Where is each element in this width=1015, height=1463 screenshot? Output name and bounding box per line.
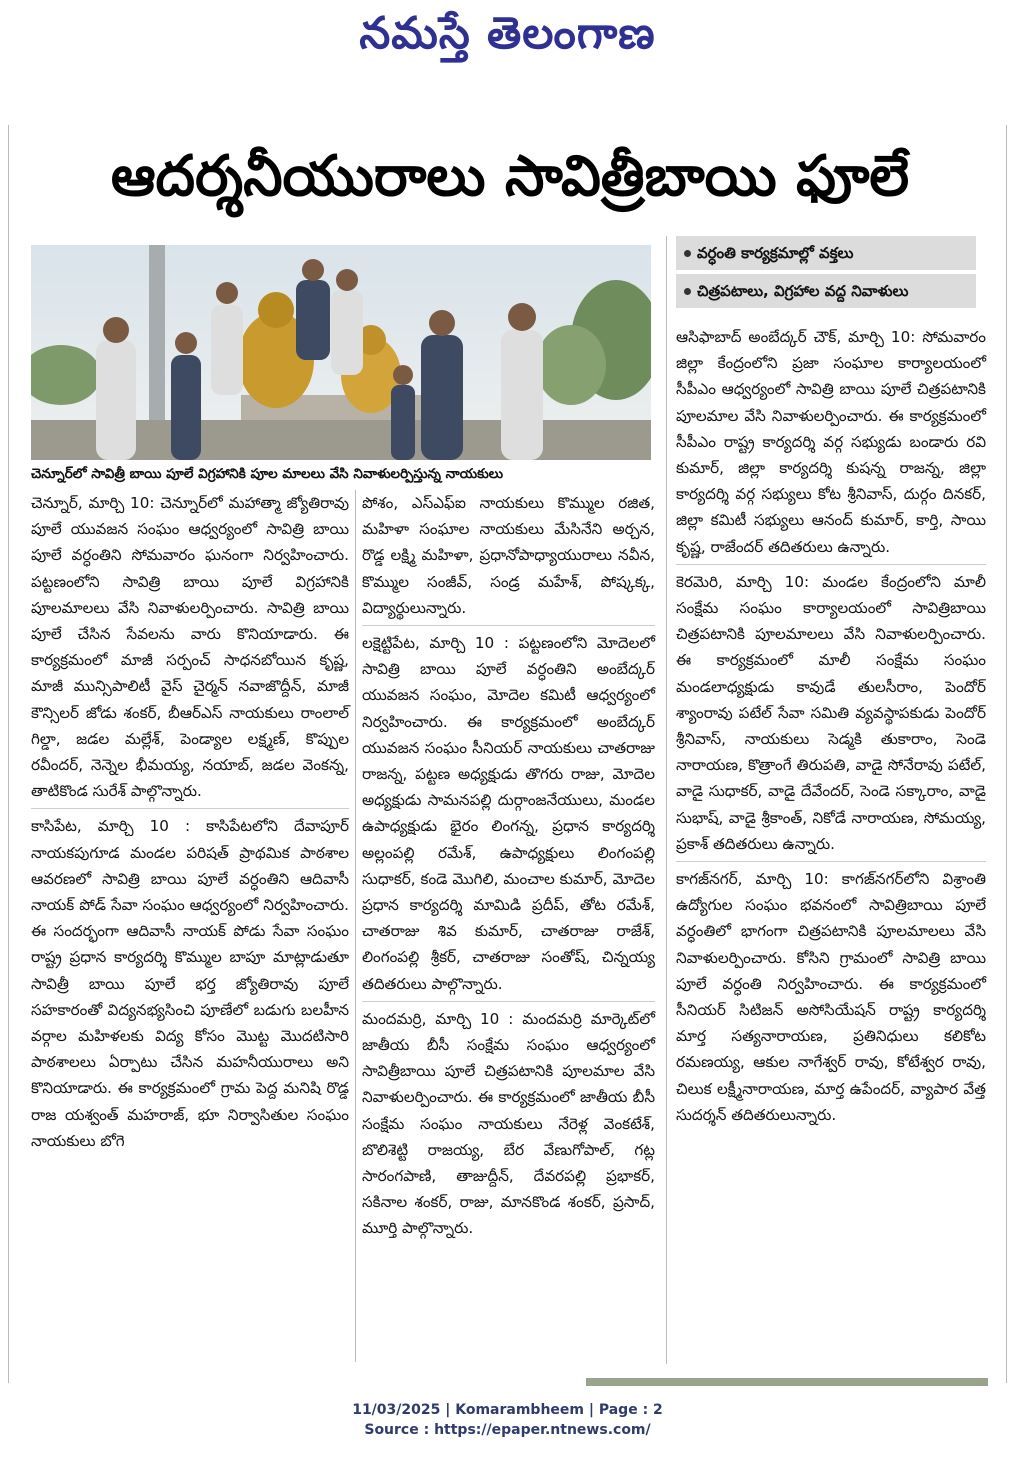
highlight-text: చిత్రపటాలు, విగ్రహాల వద్ద నివాళులు bbox=[697, 282, 909, 300]
article-column-3 bbox=[676, 324, 986, 1370]
article-paragraph: ఆసిఫాబాద్ అంబేద్కర్ చౌక్, మార్చి 10: సోమవారం జిల్లా కేంద్రంలోని ప్రజా సంఘాల కార్యాలయంలో సీపీఎం ఆధ్వర్యంలో సావిత్రి బాయి పూలే చిత్రపటానికి పూలమాల వేసి నివాళులర్పించారు. ఈ కార్యక్రమంలో సీపీఎం రాష్ట్ర కార్యదర్శి వర్గ సభ్యుడు బండారు రవి కుమార్, జిల్లా కార్యదర్శి కుషన్న రాజన్న, జిల్లా కార్యదర్శి వర్గ సభ్యులు కోట శ్రీనివాస్, దుర్గం దినకర్, జిల్లా కమిటీ సభ్యులు ఆనంద్ కుమార్, కార్తి, సాయి కృష్ణ, రాజేందర్ తదితరులు ఉన్నారు. bbox=[676, 328, 986, 556]
article-paragraph: కెరమెరి, మార్చి 10: మండల కేంద్రంలోని మాలీ సంక్షేమ సంఘం కార్యాలయంలో సావిత్రిబాయి చిత్రపటానికి పూలమాలలు వేసి నివాళులర్పించారు. ఈ కార్యక్రమంలో మాలీ సంక్షేమ సంఘం మండలాధ్యక్షుడు కావుడే తులసీరాం, పెందోర్ శ్యాంరావు పటేల్ సేవా సమితి వ్యవస్థాపకుడు పెందోర్ శ్రీనివాస్, నాయకులు సెడ్మకి తుకారాం, సెండె నారాయణ, కొత్రాంగే తిరుపతి, వాడై సోనేరావు పటేల్, వాడై సుధాకర్, వాడై దేవేందర్, సెండె సక్కారాం, వాడై సుభాష్, వాడై శ్రీకాంత్, నికోడే నారాయణ, సోమయ్య, ప్రకాశ్ తదితరులు ఉన్నారు. bbox=[676, 564, 986, 857]
article-paragraph: కాగజ్‌నగర్, మార్చి 10: కాగజ్‌నగర్‌లోని విశ్రాంతి ఉద్యోగుల సంఘం భవనంలో సావిత్రిబాయి పూలే వర్ధంతిలో భాగంగా చిత్రపటానికి పూలమాలలు వేసి నివాళులర్పించారు. కోసిని గ్రామంలో సావిత్రి బాయి పూలే వర్ధంతి నిర్వహించారు. ఈ కార్యక్రమంలో సీనియర్ సిటిజన్ అసోసియేషన్ రాష్ట్ర కార్యదర్శి మార్త సత్యనారాయణ, ప్రతినిధులు కలికోట రమణయ్య, ఆకుల నాగేశ్వర్ రావు, కోటేశ్వర రావు, చిలుక లక్ష్మీనారాయణ, మార్త ఉపేందర్, వ్యాపార వేత్త సుదర్శన్ తదితరులున్నారు. bbox=[676, 861, 986, 1128]
article-column-2 bbox=[362, 490, 655, 1370]
photo-caption: చెన్నూర్‌లో సావిత్రీ బాయి పూలే విగ్రహానికి పూల మాలలు వేసి నివాళులర్పిస్తున్న నాయకులు bbox=[31, 466, 504, 482]
article-paragraph: పోశం, ఎస్‌ఎఫ్‌ఐ నాయకులు కొమ్ముల రజిత, మహిళా సంఘాల నాయకులు మేసినేని అర్చన, రొడ్డ లక్ష్మి మహిళా, ప్రధానోపాధ్యాయురాలు నవీన, కొమ్ముల సంజీవ్, సండ్ర మహేశ్, పోష్కక్క, విద్యార్థులున్నారు. bbox=[362, 494, 655, 617]
next-image-strip bbox=[586, 1378, 988, 1386]
column-divider bbox=[355, 490, 356, 1362]
article-paragraph: మందమర్రి, మార్చి 10 : మందమర్రి మార్కెట్‌లో జాతీయ బీసీ సంక్షేమ సంఘం ఆధ్వర్యంలో సావిత్రీబాయి పూలే చిత్రపటానికి పూలమాల వేసి నివాళులర్పించారు. ఈ కార్యక్రమంలో జాతీయ బీసీ సంక్షేమ సంఘం నాయకులు నేరెళ్ల వెంకటేశ్, బొలిశెట్టి రాజయ్య, బేర వేణుగోపాల్, గట్ల సారంగపాణి, తాజుద్దీన్, దేవరపల్లి ప్రభాకర్, సకినాల శంకర్, రాజు, మానకొండ శంకర్, ప్రసాద్, మూర్తి పాల్గొన్నారు. bbox=[362, 1001, 655, 1242]
article-paragraph: కాసిపేట, మార్చి 10 : కాసిపేటలోని దేవాపూర్ నాయకపుగూడ మండల పరిషత్ ప్రాథమిక పాఠశాల ఆవరణలో సావిత్రి బాయి పూలే వర్ధంతిని ఆదివాసీ నాయక్ పోడ్ సేవా సంఘం ఆధ్వర్యంలో నిర్వహించారు. ఈ సందర్భంగా ఆదివాసీ నాయక్ పోడు సేవా సంఘం రాష్ట్ర ప్రధాన కార్యదర్శి కొమ్ముల బాపూ మాట్లాడుతూ సావిత్రీ బాయి పూలే భర్త జ్యోతిరావు పూలే సహకారంతో విద్యనభ్యసించి పూణేలో బడుగు బలహీన వర్గాల మహిళలకు విద్య కోసం మొట్ట మొదటిసారి పాఠశాలలు ఏర్పాటు చేసిన మహనీయురాలు అని కొనియాడారు. ఈ కార్యక్రమంలో గ్రామ పెద్ద మనిషి రొడ్డ రాజ యశ్వంత్ మహరాజ్, భూ నిర్వాసితుల సంఘం నాయకులు బోగె bbox=[31, 808, 349, 1154]
column-divider bbox=[666, 236, 667, 1364]
statue-photo-illustration bbox=[31, 245, 651, 460]
highlight-item bbox=[676, 236, 976, 270]
news-photo bbox=[31, 245, 651, 460]
bullet-icon bbox=[684, 250, 691, 257]
article-paragraph: లక్షెట్టిపేట, మార్చి 10 : పట్టణంలోని మోదెలలో సావిత్రి బాయి పూలే వర్ధంతిని అంబేద్కర్ యువజన సంఘం, మోదెల కమిటీ ఆధ్వర్యంలో నిర్వహించారు. ఈ కార్యక్రమంలో అంబేద్కర్ యువజన సంఘం సీనియర్ నాయకులు చాతరాజు రాజన్న, పట్టణ అధ్యక్షుడు తొగరు రాజు, మోదెల అధ్యక్షుడు సామనపల్లి దుర్గాంజనేయులు, మండల ఉపాధ్యక్షుడు భైరం లింగన్న, ప్రధాన కార్యదర్శి అల్లంపల్లి రమేశ్, ఉపాధ్యక్షులు లింగంపల్లి సుధాకర్, కండె మొగిలి, మంచాల కుమార్, మోదెల ప్రధాన కార్యదర్శి మామిడి ప్రదీప్, తోట రమేశ్, చాతరాజు శివ కుమార్, చాతరాజు రాజేశ్, లింగంపల్లి శ్రీకర్, చాతరాజు సంతోష్, చిన్నయ్య తదితరులు పాల్గొన్నారు. bbox=[362, 625, 655, 997]
masthead bbox=[0, 0, 1015, 78]
highlight-item bbox=[676, 274, 976, 308]
article-headline: ఆదర్శనీయురాలు సావిత్రీబాయి ఫూలే bbox=[110, 144, 910, 209]
highlights-box bbox=[676, 236, 976, 312]
highlight-text: వర్ధంతి కార్యక్రమాల్లో వక్తలు bbox=[697, 244, 854, 262]
page-footer bbox=[0, 1400, 1015, 1440]
article-column-1 bbox=[31, 490, 349, 1370]
footer-source-link[interactable]: Source : https://epaper.ntnews.com/ bbox=[364, 1422, 651, 1438]
footer-date-edition: 11/03/2025 | Komarambheem | Page : 2 bbox=[352, 1402, 663, 1418]
newspaper-title: నమస్తే తెలంగాణ bbox=[359, 8, 656, 59]
article-paragraph: చెన్నూర్, మార్చి 10: చెన్నూర్‌లో మహాత్మా జ్యోతిరావు పూలే యువజన సంఘం ఆధ్వర్యంలో సావిత్రి బాయి పూలే వర్ధంతిని సోమవారం ఘనంగా నిర్వహించారు. పట్టణంలోని సావిత్రి బాయి పూలే విగ్రహానికి పూలమాలలు వేసి నివాళులర్పించారు. సావిత్రి బాయి పూలే చేసిన సేవలను వారు కొనియాడారు. ఈ కార్యక్రమంలో మాజీ సర్పంచ్ సాధనబోయిన కృష్ణ, మాజీ మున్సిపాలిటీ వైస్ చైర్మన్ నవాజొద్దీన్, మాజీ కౌన్సిలర్ జోడు శంకర్, బీఆర్‌ఎస్ నాయకులు రాంలాల్ గిల్డా, జడల మల్లేశ్, పెండ్యాల లక్ష్మణ్, కొప్పుల రవీందర్, నెన్నెల భీమయ్య, నయాబ్, జడల వెంకన్న, తాటికొండ సురేశ్ పాల్గొన్నారు. bbox=[31, 494, 349, 801]
bullet-icon bbox=[684, 288, 691, 295]
